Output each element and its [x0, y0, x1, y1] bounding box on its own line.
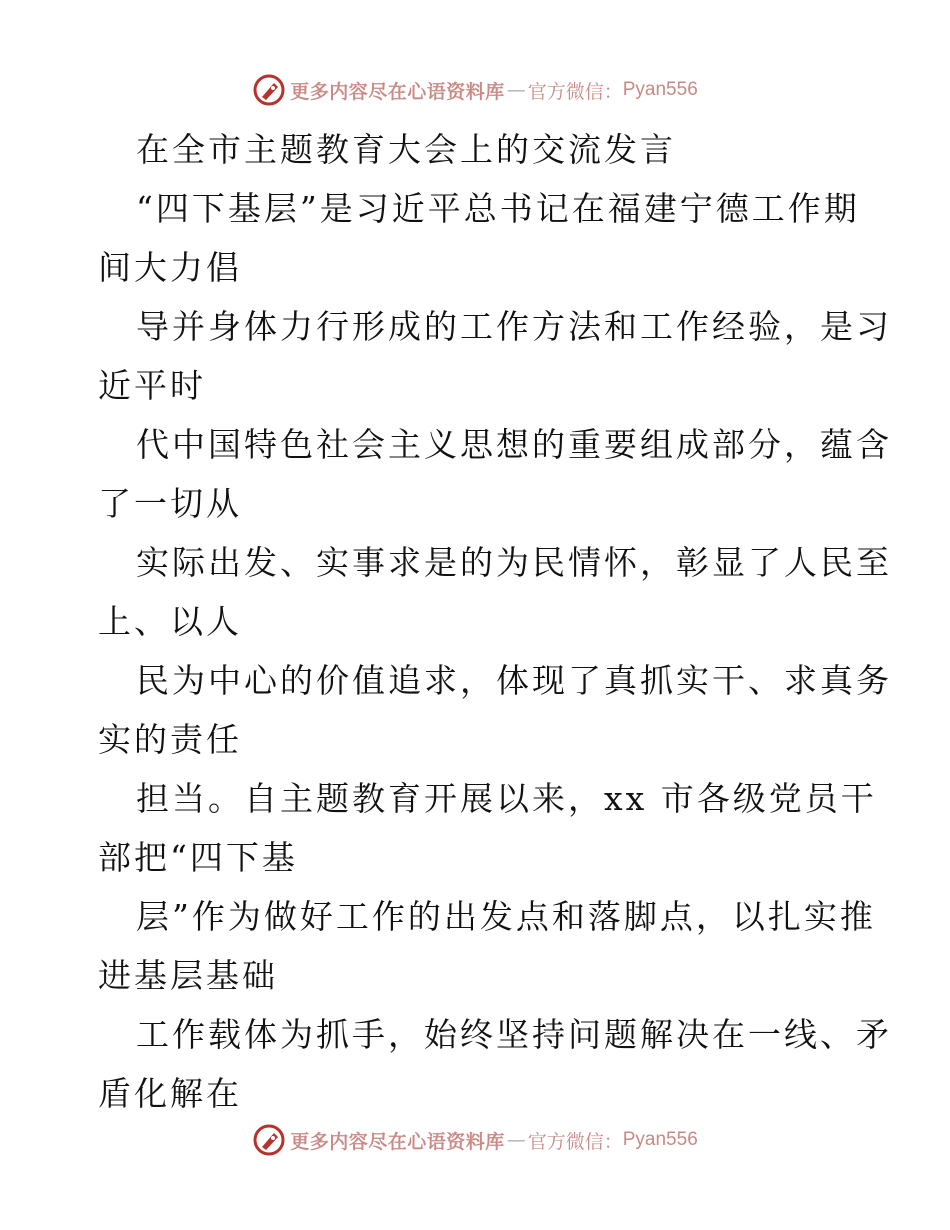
text-line: 盾化解在 — [98, 1074, 242, 1113]
text-line: 民为中心的价值追求，体现了真抓实干、求真务 — [136, 661, 892, 700]
banner-separator: — — [506, 79, 526, 101]
banner-slogan: 更多内容尽在心语资料库 — [290, 1130, 505, 1153]
text-line: 工作载体为抓手，始终坚持问题解决在一线、矛 — [136, 1015, 892, 1054]
banner-wechat-id: Pyan556 — [622, 1129, 698, 1150]
pen-nib-logo-icon — [252, 1123, 286, 1157]
text-line: 了一切从 — [98, 484, 242, 523]
banner-separator: — — [506, 1129, 526, 1151]
pen-nib-logo-icon — [252, 73, 286, 107]
banner-wechat-label: 官方微信： — [527, 80, 623, 103]
text-line: 间大力倡 — [98, 248, 242, 287]
text-line: 部把“四下基 — [98, 838, 298, 877]
text-line: 层”作为做好工作的出发点和落脚点，以扎实推 — [136, 897, 876, 936]
header-banner — [0, 70, 950, 110]
banner-wechat-label: 官方微信： — [527, 1130, 623, 1153]
document-title: 在全市主题教育大会上的交流发言 — [136, 130, 676, 169]
text-line: 实的责任 — [98, 720, 242, 759]
banner-wechat-id: Pyan556 — [622, 79, 698, 100]
text-line: 担当。自主题教育开展以来，xx 市各级党员干 — [136, 779, 877, 818]
text-line: 实际出发、实事求是的为民情怀，彰显了人民至 — [136, 543, 892, 582]
text-line: 导并身体力行形成的工作方法和工作经验，是习 — [136, 307, 892, 346]
document-body — [98, 120, 892, 1123]
text-line: 近平时 — [98, 366, 206, 405]
footer-banner — [0, 1120, 950, 1160]
banner-slogan: 更多内容尽在心语资料库 — [290, 80, 505, 103]
text-line: 代中国特色社会主义思想的重要组成部分，蕴含 — [136, 425, 892, 464]
text-line: 上、以人 — [98, 602, 242, 641]
text-line: “四下基层”是习近平总书记在福建宁德工作期 — [136, 189, 860, 228]
text-line: 进基层基础 — [98, 956, 278, 995]
